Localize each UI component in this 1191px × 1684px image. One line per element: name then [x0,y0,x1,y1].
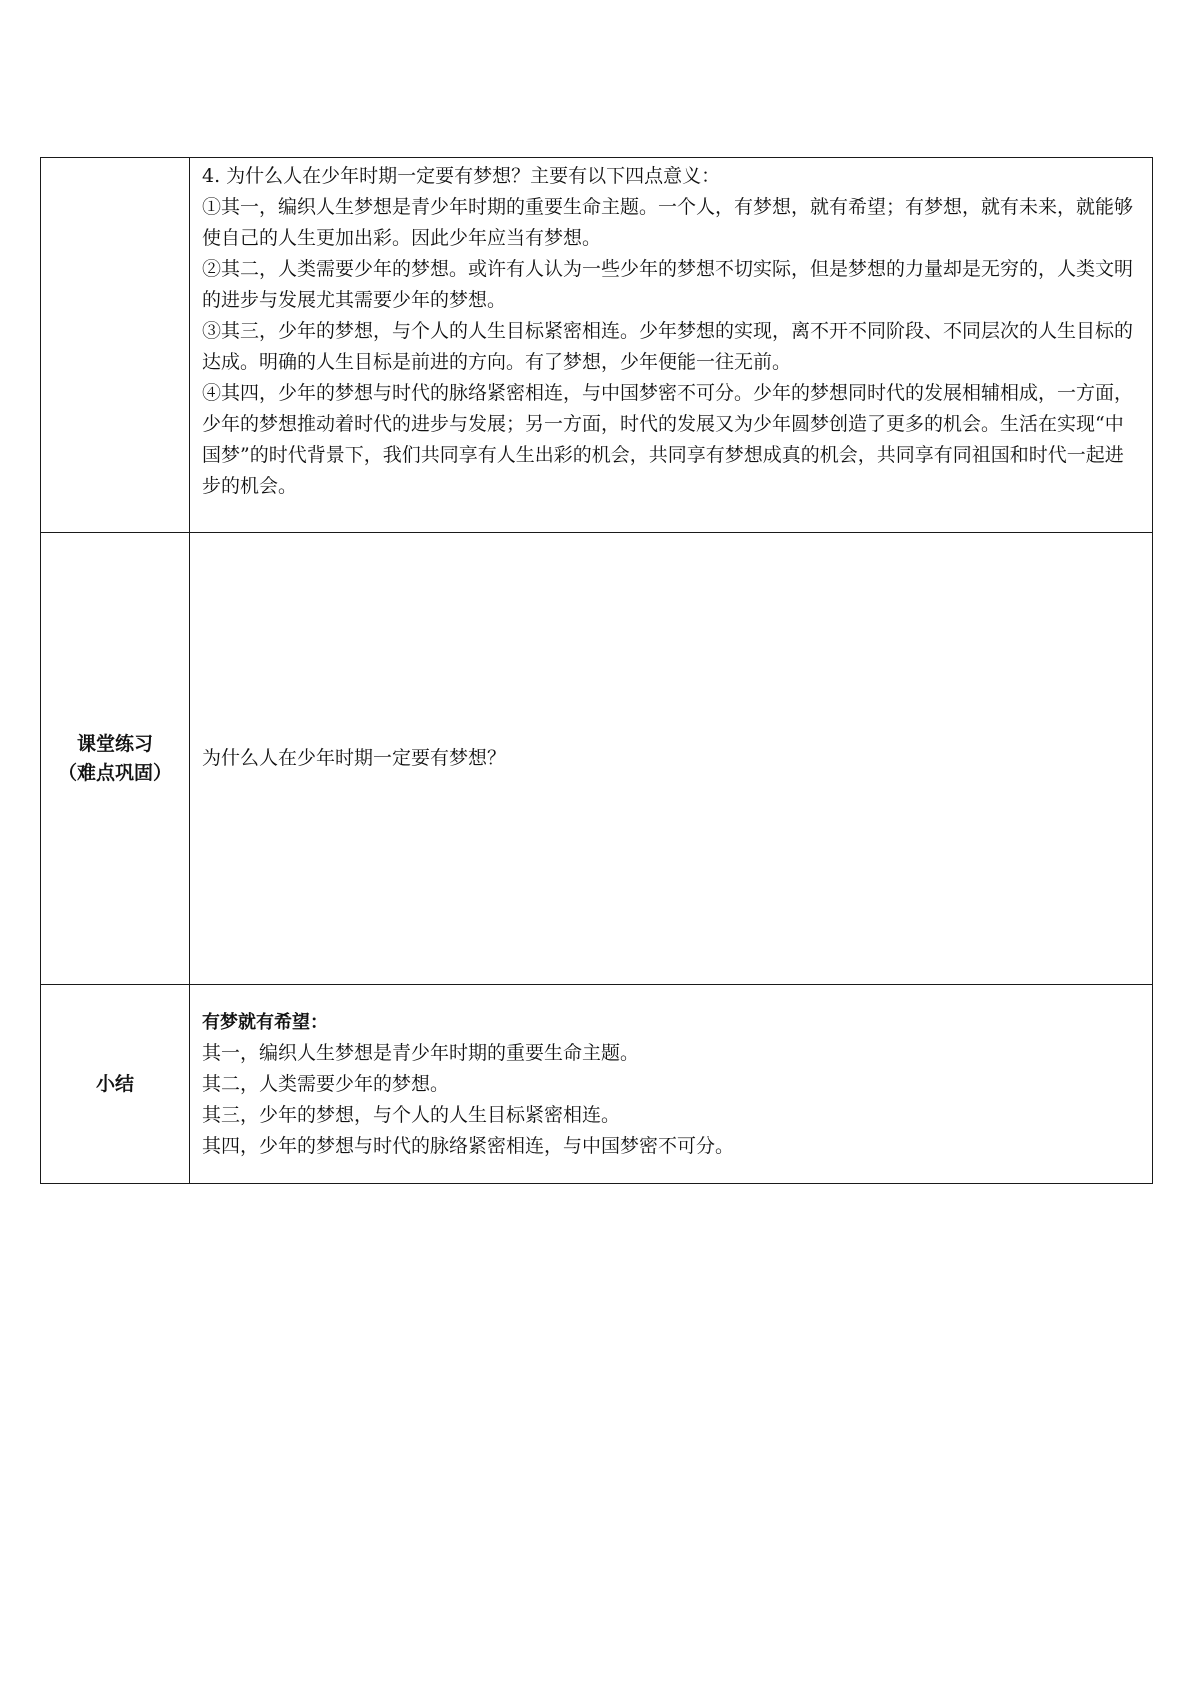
practice-label [41,533,190,985]
summary-line: 其三，少年的梦想，与个人的人生目标紧密相连。 [202,1104,621,1126]
practice-cell [190,533,1153,985]
key-point-paragraph: ①其一，编织人生梦想是青少年时期的重要生命主题。一个人，有梦想，就有希望；有梦想，就有未来，就能够使自己的人生更加出彩。因此少年应当有梦想。 [202,196,1134,249]
summary-line: 其二，人类需要少年的梦想。 [202,1073,450,1095]
key-point-paragraph: ②其二，人类需要少年的梦想。或许有人认为一些少年的梦想不切实际，但是梦想的力量却是无穷的，人类文明的进步与发展尤其需要少年的梦想。 [202,258,1134,311]
key-points-cell [190,158,1153,533]
key-point-paragraph: ③其三，少年的梦想，与个人的人生目标紧密相连。少年梦想的实现，离不开不同阶段、不同层次的人生目标的达成。明确的人生目标是前进的方向。有了梦想，少年便能一往无前。 [202,320,1134,373]
summary-cell [190,985,1153,1184]
table-row-key-points [41,158,1153,533]
lesson-table [40,157,1153,1184]
practice-label-subtitle: （难点巩固） [57,761,172,784]
key-points-heading: 4. 为什么人在少年时期一定要有梦想？主要有以下四点意义： [202,165,721,187]
practice-question: 为什么人在少年时期一定要有梦想？ [202,747,507,769]
table-row-practice [41,533,1153,985]
summary-line: 其四，少年的梦想与时代的脉络紧密相连，与中国梦密不可分。 [202,1135,735,1157]
key-point-paragraph: ④其四，少年的梦想与时代的脉络紧密相连，与中国梦密不可分。少年的梦想同时代的发展相辅相成，一方面，少年的梦想推动着时代的进步与发展；另一方面，时代的发展又为少年圆梦创造了更多的机会。生活在实现“中国梦”的时代背景下，我们共同享有人生出彩的机会，共同享有梦想成真的机会，共同享有同祖国和时代一起进步的机会。 [202,382,1134,497]
practice-label-title: 课堂练习 [76,732,153,755]
summary-label: 小结 [41,985,190,1184]
summary-title: 有梦就有希望： [202,1012,328,1033]
table-row-summary [41,985,1153,1184]
row-label-empty [41,158,190,533]
summary-line: 其一，编织人生梦想是青少年时期的重要生命主题。 [202,1042,640,1064]
